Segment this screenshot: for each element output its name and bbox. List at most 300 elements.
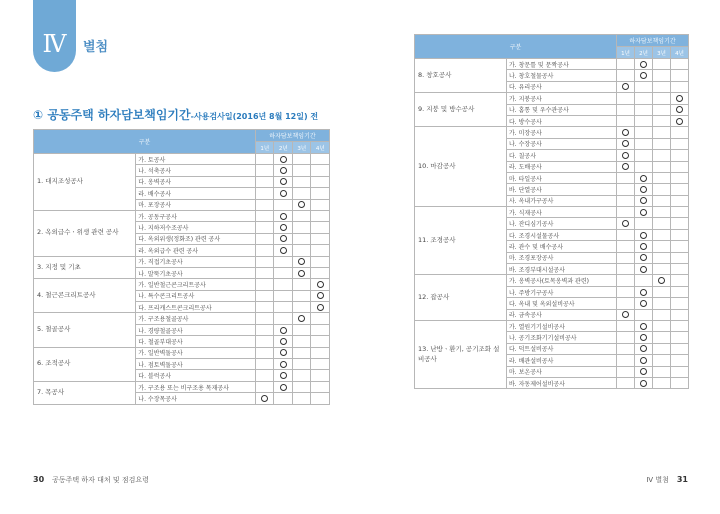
circle-mark-icon: [280, 178, 287, 185]
year-mark-cell: [653, 355, 671, 366]
item-cell: 다. 철골부대공사: [136, 336, 256, 347]
chapter-title: 별첨: [83, 40, 109, 55]
year-mark-cell: [617, 241, 635, 252]
category-cell: 7. 목공사: [34, 381, 136, 404]
year-mark-cell: [671, 309, 689, 320]
item-cell: 다. 블럭공사: [136, 370, 256, 381]
year-mark-cell: [653, 298, 671, 309]
year-mark-cell: [653, 286, 671, 297]
year-mark-cell: [617, 275, 635, 286]
year-mark-cell: [671, 286, 689, 297]
year-mark-cell: [292, 222, 311, 233]
year-mark-cell: [635, 320, 653, 331]
year-mark-cell: [653, 229, 671, 240]
year-mark-cell: [255, 199, 274, 210]
year-mark-cell: [255, 267, 274, 278]
circle-mark-icon: [640, 334, 647, 341]
year-mark-cell: [617, 161, 635, 172]
item-cell: 라. 관수 및 배수공사: [507, 241, 617, 252]
year-mark-cell: [635, 207, 653, 218]
item-cell: 가. 일반철근콘크리트공사: [136, 279, 256, 290]
page-number-right: 31: [676, 475, 688, 484]
year-mark-cell: [635, 81, 653, 92]
item-cell: 나. 수장목공사: [136, 393, 256, 404]
year-mark-cell: [274, 370, 293, 381]
year-mark-cell: [311, 199, 330, 210]
year-mark-cell: [274, 256, 293, 267]
year-mark-cell: [635, 184, 653, 195]
year-mark-cell: [617, 93, 635, 104]
item-cell: 마. 포장공사: [136, 199, 256, 210]
year-mark-cell: [292, 188, 311, 199]
year-mark-cell: [255, 347, 274, 358]
circle-mark-icon: [640, 357, 647, 364]
year-mark-cell: [292, 176, 311, 187]
year-mark-cell: [311, 233, 330, 244]
year-mark-cell: [311, 370, 330, 381]
year-mark-cell: [635, 366, 653, 377]
header-gubun: 구분: [415, 35, 617, 59]
item-cell: 가. 지붕공사: [507, 93, 617, 104]
item-cell: 라. 옥외급수 관련 공사: [136, 245, 256, 256]
circle-mark-icon: [280, 384, 287, 391]
year-mark-cell: [274, 267, 293, 278]
item-cell: 라. 도배공사: [507, 161, 617, 172]
circle-mark-icon: [640, 243, 647, 250]
year-mark-cell: [671, 241, 689, 252]
circle-mark-icon: [280, 235, 287, 242]
circle-mark-icon: [676, 118, 683, 125]
year-mark-cell: [671, 343, 689, 354]
year-mark-cell: [255, 256, 274, 267]
year-mark-cell: [274, 279, 293, 290]
table-row: [415, 93, 689, 104]
year-mark-cell: [255, 359, 274, 370]
year-mark-cell: [653, 264, 671, 275]
item-cell: 나. 잔디심기공사: [507, 218, 617, 229]
year-mark-cell: [255, 290, 274, 301]
year-mark-cell: [671, 172, 689, 183]
year-mark-cell: [274, 176, 293, 187]
year-mark-cell: [635, 218, 653, 229]
year-mark-cell: [311, 176, 330, 187]
item-cell: 가. 토공사: [136, 154, 256, 165]
year-mark-cell: [617, 104, 635, 115]
year-mark-cell: [671, 355, 689, 366]
circle-mark-icon: [622, 129, 629, 136]
year-mark-cell: [671, 93, 689, 104]
year-mark-cell: [255, 154, 274, 165]
year-mark-cell: [292, 393, 311, 404]
year-mark-cell: [653, 150, 671, 161]
footer-left-text: 공동주택 하자 대처 및 점검요령: [52, 476, 149, 484]
year-mark-cell: [311, 313, 330, 324]
category-cell: 2. 옥외급수ㆍ위생 관련 공사: [34, 210, 136, 256]
item-cell: 다. 칠공사: [507, 150, 617, 161]
year-mark-cell: [653, 195, 671, 206]
header-year: 4년: [671, 47, 689, 59]
year-mark-cell: [671, 195, 689, 206]
year-mark-cell: [292, 199, 311, 210]
item-cell: 나. 석축공사: [136, 165, 256, 176]
year-mark-cell: [617, 184, 635, 195]
year-mark-cell: [274, 324, 293, 335]
item-cell: 다. 조경시설물공사: [507, 229, 617, 240]
year-mark-cell: [635, 70, 653, 81]
year-mark-cell: [255, 188, 274, 199]
year-mark-cell: [255, 222, 274, 233]
year-mark-cell: [653, 241, 671, 252]
circle-mark-icon: [640, 197, 647, 204]
circle-mark-icon: [280, 349, 287, 356]
year-mark-cell: [311, 324, 330, 335]
year-mark-cell: [292, 370, 311, 381]
header-year: 2년: [274, 142, 293, 154]
year-mark-cell: [635, 127, 653, 138]
circle-mark-icon: [676, 95, 683, 102]
year-mark-cell: [653, 309, 671, 320]
circle-mark-icon: [640, 300, 647, 307]
header-year: 3년: [292, 142, 311, 154]
item-cell: 가. 옹벽공사(토목옹벽과 관련): [507, 275, 617, 286]
circle-mark-icon: [640, 61, 647, 68]
year-mark-cell: [292, 381, 311, 392]
year-mark-cell: [671, 70, 689, 81]
item-cell: 다. 방수공사: [507, 115, 617, 126]
year-mark-cell: [617, 377, 635, 388]
year-mark-cell: [671, 207, 689, 218]
year-mark-cell: [274, 233, 293, 244]
year-mark-cell: [671, 150, 689, 161]
year-mark-cell: [274, 347, 293, 358]
year-mark-cell: [255, 165, 274, 176]
item-cell: 나. 점토벽돌공사: [136, 359, 256, 370]
item-cell: 나. 주방기구공사: [507, 286, 617, 297]
table-row: [415, 59, 689, 70]
category-cell: 9. 지붕 및 방수공사: [415, 93, 507, 127]
circle-mark-icon: [676, 106, 683, 113]
year-mark-cell: [635, 150, 653, 161]
year-mark-cell: [311, 245, 330, 256]
circle-mark-icon: [298, 315, 305, 322]
year-mark-cell: [617, 127, 635, 138]
year-mark-cell: [311, 267, 330, 278]
table-row: [34, 313, 330, 324]
year-mark-cell: [617, 252, 635, 263]
year-mark-cell: [653, 115, 671, 126]
year-mark-cell: [653, 275, 671, 286]
year-mark-cell: [292, 347, 311, 358]
circle-mark-icon: [622, 140, 629, 147]
circle-mark-icon: [280, 327, 287, 334]
header-year: 2년: [635, 47, 653, 59]
item-cell: 나. 홈통 및 우수관공사: [507, 104, 617, 115]
section-title: [33, 106, 318, 123]
circle-mark-icon: [280, 361, 287, 368]
year-mark-cell: [617, 207, 635, 218]
circle-mark-icon: [640, 368, 647, 375]
year-mark-cell: [653, 127, 671, 138]
year-mark-cell: [635, 104, 653, 115]
item-cell: 가. 공동구공사: [136, 210, 256, 221]
section-title-main: ① 공동주택 하자담보책임기간: [33, 108, 191, 122]
year-mark-cell: [292, 302, 311, 313]
year-mark-cell: [653, 332, 671, 343]
header-year: 3년: [653, 47, 671, 59]
year-mark-cell: [274, 313, 293, 324]
circle-mark-icon: [280, 247, 287, 254]
year-mark-cell: [653, 207, 671, 218]
year-mark-cell: [311, 347, 330, 358]
year-mark-cell: [671, 366, 689, 377]
year-mark-cell: [311, 359, 330, 370]
year-mark-cell: [255, 370, 274, 381]
circle-mark-icon: [622, 163, 629, 170]
year-mark-cell: [255, 233, 274, 244]
circle-mark-icon: [261, 395, 268, 402]
year-mark-cell: [311, 222, 330, 233]
circle-mark-icon: [280, 167, 287, 174]
item-cell: 다. 유리공사: [507, 81, 617, 92]
circle-mark-icon: [640, 209, 647, 216]
year-mark-cell: [671, 59, 689, 70]
year-mark-cell: [635, 138, 653, 149]
year-mark-cell: [292, 267, 311, 278]
year-mark-cell: [635, 241, 653, 252]
year-mark-cell: [292, 233, 311, 244]
year-mark-cell: [653, 161, 671, 172]
footer-right: [647, 475, 688, 485]
year-mark-cell: [255, 324, 274, 335]
year-mark-cell: [274, 188, 293, 199]
year-mark-cell: [635, 229, 653, 240]
year-mark-cell: [617, 343, 635, 354]
item-cell: 마. 조경포장공사: [507, 252, 617, 263]
circle-mark-icon: [640, 175, 647, 182]
year-mark-cell: [292, 359, 311, 370]
year-mark-cell: [292, 290, 311, 301]
year-mark-cell: [635, 252, 653, 263]
year-mark-cell: [671, 275, 689, 286]
year-mark-cell: [671, 332, 689, 343]
table-row: [415, 275, 689, 286]
footer-right-text: Ⅳ 별첨: [646, 476, 669, 484]
circle-mark-icon: [298, 270, 305, 277]
year-mark-cell: [671, 81, 689, 92]
year-mark-cell: [617, 309, 635, 320]
year-mark-cell: [292, 165, 311, 176]
category-cell: 3. 지정 및 기초: [34, 256, 136, 279]
year-mark-cell: [292, 324, 311, 335]
year-mark-cell: [617, 81, 635, 92]
item-cell: 가. 구조용 또는 비구조용 목재공사: [136, 381, 256, 392]
year-mark-cell: [635, 115, 653, 126]
category-cell: 13. 난방ㆍ환기, 공기조화 설비공사: [415, 320, 507, 388]
year-mark-cell: [274, 336, 293, 347]
table-row: [34, 154, 330, 165]
item-cell: 가. 창문틀 및 문짝공사: [507, 59, 617, 70]
circle-mark-icon: [640, 266, 647, 273]
year-mark-cell: [653, 343, 671, 354]
year-mark-cell: [635, 355, 653, 366]
circle-mark-icon: [280, 372, 287, 379]
circle-mark-icon: [298, 258, 305, 265]
year-mark-cell: [671, 127, 689, 138]
year-mark-cell: [617, 229, 635, 240]
circle-mark-icon: [298, 201, 305, 208]
item-cell: 가. 일반벽돌공사: [136, 347, 256, 358]
circle-mark-icon: [658, 277, 665, 284]
year-mark-cell: [617, 172, 635, 183]
year-mark-cell: [274, 222, 293, 233]
year-mark-cell: [653, 70, 671, 81]
year-mark-cell: [617, 355, 635, 366]
item-cell: 가. 구조용철골공사: [136, 313, 256, 324]
table-row: [34, 347, 330, 358]
year-mark-cell: [653, 172, 671, 183]
year-mark-cell: [274, 199, 293, 210]
header-period: 하자담보책임기간: [617, 35, 689, 47]
circle-mark-icon: [317, 281, 324, 288]
table-row: [34, 381, 330, 392]
year-mark-cell: [671, 161, 689, 172]
year-mark-cell: [653, 59, 671, 70]
item-cell: 다. 프리캐스트콘크리트공사: [136, 302, 256, 313]
year-mark-cell: [671, 377, 689, 388]
year-mark-cell: [311, 256, 330, 267]
year-mark-cell: [311, 381, 330, 392]
year-mark-cell: [653, 320, 671, 331]
item-cell: 라. 배관설비공사: [507, 355, 617, 366]
year-mark-cell: [311, 393, 330, 404]
year-mark-cell: [292, 210, 311, 221]
year-mark-cell: [617, 366, 635, 377]
year-mark-cell: [617, 70, 635, 81]
year-mark-cell: [255, 245, 274, 256]
item-cell: 라. 배수공사: [136, 188, 256, 199]
year-mark-cell: [617, 115, 635, 126]
year-mark-cell: [311, 210, 330, 221]
year-mark-cell: [671, 252, 689, 263]
item-cell: 라. 금속공사: [507, 309, 617, 320]
year-mark-cell: [617, 150, 635, 161]
circle-mark-icon: [280, 224, 287, 231]
year-mark-cell: [274, 165, 293, 176]
item-cell: 다. 옥외위생(정화조) 관련 공사: [136, 233, 256, 244]
table-row: [415, 320, 689, 331]
table-row: [34, 256, 330, 267]
table-row: [34, 210, 330, 221]
item-cell: 나. 경량철골공사: [136, 324, 256, 335]
header-year: 1년: [617, 47, 635, 59]
year-mark-cell: [671, 104, 689, 115]
year-mark-cell: [255, 313, 274, 324]
circle-mark-icon: [622, 311, 629, 318]
year-mark-cell: [671, 264, 689, 275]
item-cell: 나. 지하저수조공사: [136, 222, 256, 233]
year-mark-cell: [255, 393, 274, 404]
year-mark-cell: [274, 290, 293, 301]
category-cell: 6. 조적공사: [34, 347, 136, 381]
year-mark-cell: [617, 264, 635, 275]
circle-mark-icon: [317, 304, 324, 311]
year-mark-cell: [617, 138, 635, 149]
year-mark-cell: [274, 381, 293, 392]
circle-mark-icon: [640, 232, 647, 239]
item-cell: 다. 옹벽공사: [136, 176, 256, 187]
item-cell: 가. 직접기초공사: [136, 256, 256, 267]
year-mark-cell: [292, 245, 311, 256]
year-mark-cell: [255, 176, 274, 187]
year-mark-cell: [255, 336, 274, 347]
table-row: [415, 127, 689, 138]
circle-mark-icon: [317, 292, 324, 299]
item-cell: 가. 미장공사: [507, 127, 617, 138]
header-gubun: 구분: [34, 130, 256, 154]
year-mark-cell: [635, 195, 653, 206]
year-mark-cell: [653, 252, 671, 263]
year-mark-cell: [255, 210, 274, 221]
item-cell: 나. 공기조화기기설비공사: [507, 332, 617, 343]
item-cell: 마. 타일공사: [507, 172, 617, 183]
year-mark-cell: [292, 336, 311, 347]
category-cell: 4. 철근콘크리트공사: [34, 279, 136, 313]
year-mark-cell: [617, 286, 635, 297]
year-mark-cell: [653, 138, 671, 149]
year-mark-cell: [635, 59, 653, 70]
warranty-table-right: [414, 34, 689, 389]
item-cell: 다. 옥내 및 옥외설비공사: [507, 298, 617, 309]
year-mark-cell: [617, 298, 635, 309]
year-mark-cell: [617, 320, 635, 331]
item-cell: 다. 덕트설비공사: [507, 343, 617, 354]
year-mark-cell: [274, 210, 293, 221]
year-mark-cell: [671, 115, 689, 126]
footer-left: [33, 475, 149, 485]
year-mark-cell: [274, 245, 293, 256]
category-cell: 8. 창호공사: [415, 59, 507, 93]
circle-mark-icon: [640, 254, 647, 261]
circle-mark-icon: [280, 213, 287, 220]
category-cell: 11. 조경공사: [415, 207, 507, 275]
year-mark-cell: [635, 309, 653, 320]
year-mark-cell: [255, 381, 274, 392]
item-cell: 바. 단열공사: [507, 184, 617, 195]
circle-mark-icon: [622, 83, 629, 90]
year-mark-cell: [617, 195, 635, 206]
year-mark-cell: [635, 161, 653, 172]
year-mark-cell: [635, 93, 653, 104]
circle-mark-icon: [622, 220, 629, 227]
category-cell: 1. 대지조성공사: [34, 154, 136, 211]
year-mark-cell: [635, 264, 653, 275]
item-cell: 사. 옥내가구공사: [507, 195, 617, 206]
year-mark-cell: [255, 279, 274, 290]
year-mark-cell: [274, 302, 293, 313]
year-mark-cell: [653, 184, 671, 195]
item-cell: 바. 자동제어설비공사: [507, 377, 617, 388]
year-mark-cell: [635, 332, 653, 343]
item-cell: 나. 말뚝기초공사: [136, 267, 256, 278]
year-mark-cell: [671, 138, 689, 149]
chapter-tab: [33, 0, 76, 72]
year-mark-cell: [671, 218, 689, 229]
circle-mark-icon: [640, 289, 647, 296]
year-mark-cell: [653, 81, 671, 92]
year-mark-cell: [311, 279, 330, 290]
item-cell: 가. 식재공사: [507, 207, 617, 218]
item-cell: 마. 보온공사: [507, 366, 617, 377]
